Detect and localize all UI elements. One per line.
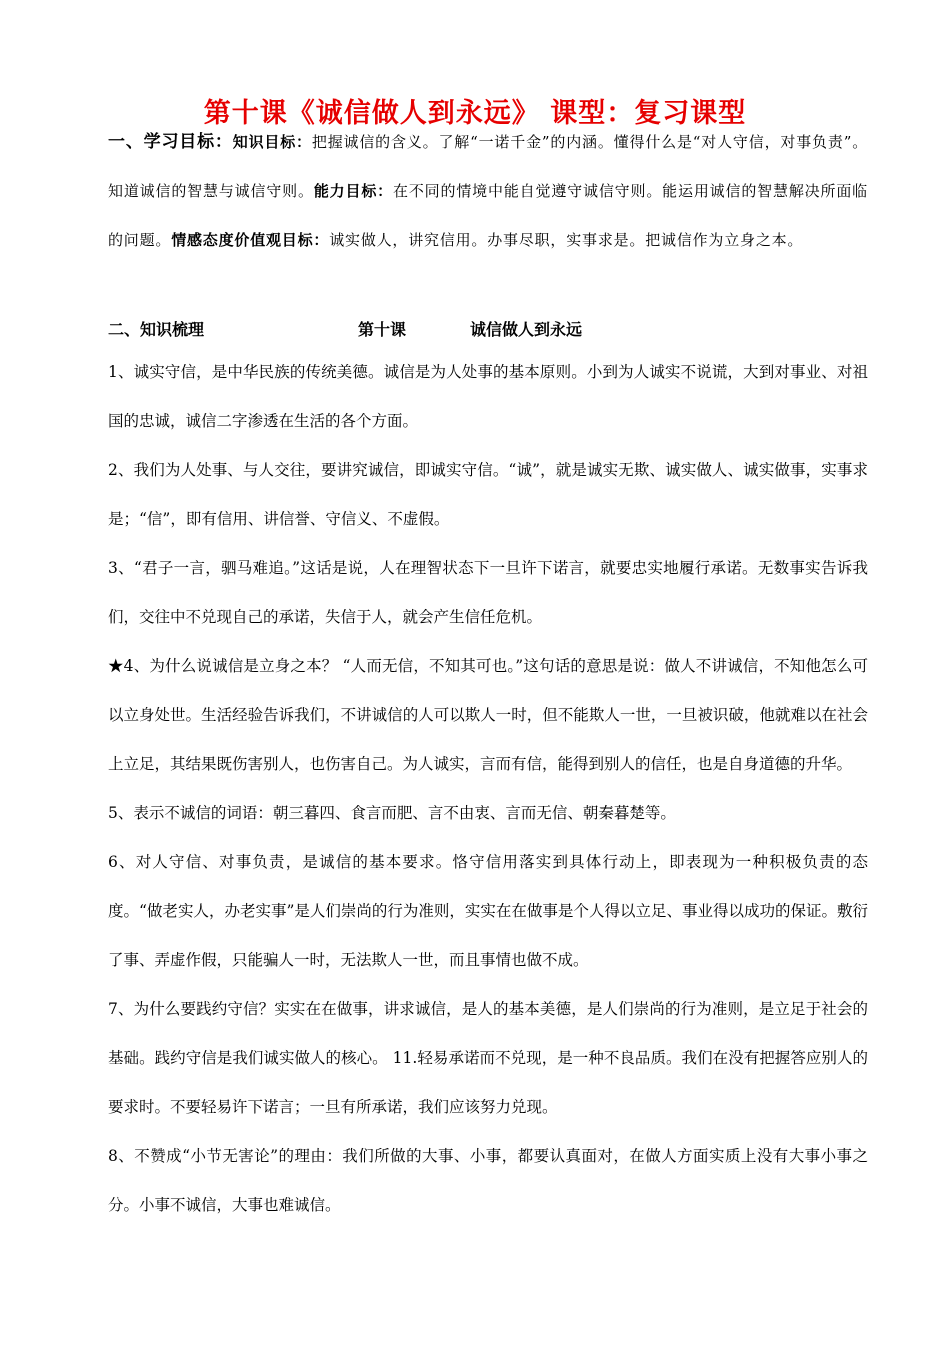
lesson-number: 第十课 xyxy=(358,320,407,339)
knowledge-goal-text: 把握诚信的含义。了解“一诺千金”的内涵。懂得什么是“对人守信，对事负责”。知道诚信的智慧与诚信守则。 xyxy=(108,133,868,200)
lesson-title: 诚信做人到永远 xyxy=(470,320,583,339)
knowledge-point: 5、表示不诚信的词语：朝三暮四、食言而肥、言不由衷、言而无信、朝秦暮楚等。 xyxy=(108,804,676,822)
knowledge-point: ★4、为什么说诚信是立身之本？ “人而无信，不知其可也。”这句话的意思是说：做人不讲诚信，不知他怎么可以立身处世。生活经验告诉我们，不讲诚信的人可以欺人一时，但不能欺人一世，一旦被识破，他就难以在社会上立足，其结果既伤害别人，也伤害自己。为人诚实，言而有信，能得到别人的信任，也是自身道德的升华。 xyxy=(108,657,868,773)
learning-objectives xyxy=(108,118,868,265)
emotion-goal-text: 诚实做人，讲究信用。办事尽职，实事求是。把诚信作为立身之本。 xyxy=(329,231,804,249)
objectives-section-label: 一、学习目标： xyxy=(108,132,233,152)
knowledge-goal-label: 知识目标： xyxy=(232,133,312,151)
section2-label: 二、知识梳理 xyxy=(108,320,205,339)
knowledge-review-heading xyxy=(108,315,582,345)
knowledge-points xyxy=(108,348,868,1230)
knowledge-point: 7、为什么要践约守信？实实在在做事，讲求诚信，是人的基本美德，是人们崇尚的行为准则，是立足于社会的基础。践约守信是我们诚实做人的核心。 11.轻易承诺而不兑现，是一种不良品质。我们在没有把握答应别人的要求时。不要轻易许下诺言；一旦有所承诺，我们应该努力兑现。 xyxy=(108,1000,868,1116)
document-title: 第十课《诚信做人到永远》 课型：复习课型 xyxy=(203,98,747,129)
ability-goal-label: 能力目标： xyxy=(313,182,394,200)
knowledge-point: 3、“君子一言，驷马难追。”这话是说，人在理智状态下一旦许下诺言，就要忠实地履行承诺。无数事实告诉我们，交往中不兑现自己的承诺，失信于人，就会产生信任危机。 xyxy=(108,559,868,626)
ability-goal-text: 在不同的情境中能自觉遵守诚信守则。能运用诚信的智慧解决所面临的问题。 xyxy=(108,182,868,249)
emotion-goal-label: 情感态度价值观目标： xyxy=(171,231,330,249)
knowledge-point: 1、诚实守信，是中华民族的传统美德。诚信是为人处事的基本原则。小到为人诚实不说谎，大到对事业、对祖国的忠诚，诚信二字渗透在生活的各个方面。 xyxy=(108,363,868,430)
knowledge-point: 8、不赞成“小节无害论”的理由：我们所做的大事、小事，都要认真面对，在做人方面实质上没有大事小事之分。小事不诚信，大事也难诚信。 xyxy=(108,1147,868,1214)
knowledge-point: 6、对人守信、对事负责，是诚信的基本要求。恪守信用落实到具体行动上，即表现为一种积极负责的态度。“做老实人，办老实事”是人们崇尚的行为准则，实实在在做事是个人得以立足、事业得以成功的保证。敷衍了事、弄虚作假，只能骗人一时，无法欺人一世，而且事情也做不成。 xyxy=(108,853,868,969)
knowledge-point: 2、我们为人处事、与人交往，要讲究诚信，即诚实守信。“诚”，就是诚实无欺、诚实做人、诚实做事，实事求是；“信”，即有信用、讲信誉、守信义、不虚假。 xyxy=(108,461,868,528)
